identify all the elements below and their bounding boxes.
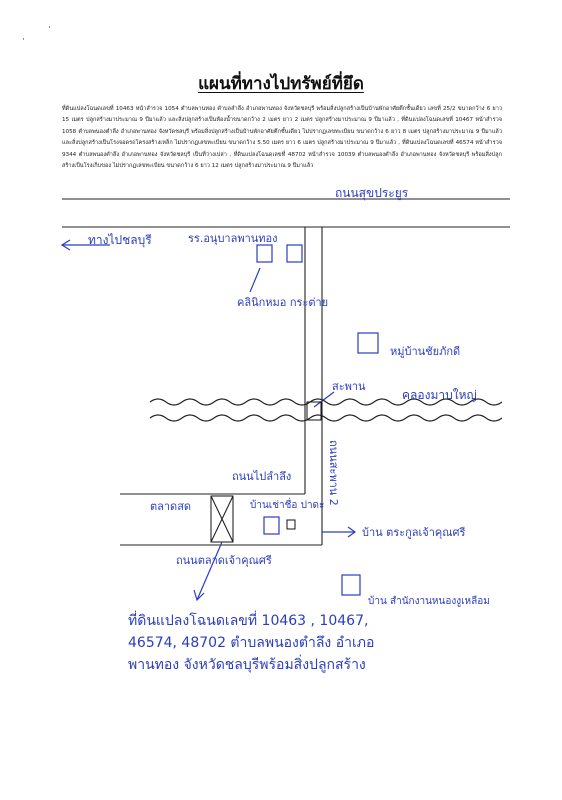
housing-estate-label: หมู่บ้านชัยภักดี — [390, 345, 461, 358]
clinic-label: คลินิกหมอ กระต่าย — [237, 296, 329, 309]
to-chonburi-label: ทางไปชลบุรี — [88, 233, 152, 247]
building-square-icon — [257, 245, 272, 262]
lane-road-label: ถนนไปลำลึง — [232, 470, 292, 483]
document-title: แผนที่ทางไปทรัพย์ที่ยึด — [198, 74, 364, 94]
bridge-label: สะพาน — [332, 380, 366, 393]
side-road-label: ถนนตลาดเจ้าคุณศรี — [176, 554, 272, 567]
main-road-label: ถนนสุขประยูร — [335, 186, 409, 200]
building-square-icon — [287, 245, 302, 262]
rented-house-label: บ้านเช่าชื่อ ปาดะ — [250, 500, 325, 511]
building-square-icon — [342, 575, 360, 595]
pointer-line — [250, 268, 260, 292]
building-square-icon — [264, 517, 279, 534]
small-structure — [287, 520, 295, 529]
scan-mark: · — [48, 23, 51, 33]
market-label: ตลาดสด — [150, 500, 192, 513]
canal-label: คลองมาบใหญ่ — [402, 388, 477, 402]
target-note: ที่ดินแปลงโฉนดเลขที่ 10463 , 10467, 46574, 48702 ตำบลพนองตำลึง อำเภอพานทอง จังหวัดชลบุรีพร้อมสิ่งปลูกสร้าง — [128, 613, 375, 673]
scan-mark: · — [22, 35, 25, 45]
building-square-icon — [358, 333, 378, 353]
vertical-road-label: ถนนสะพาน 2 — [327, 440, 340, 506]
target-pointer — [197, 542, 222, 600]
bridge-marker — [307, 402, 321, 420]
property-description: ที่ดินแปลงโฉนดเลขที่ 10463 หน้าสำรวจ 1054 ตำบลพานทอง ตำบลลำลึง อำเภอพานทอง จังหวัดชลบุรี พร้อมสิ่งปลูกสร้างเป็นบ้านพักอาศัยตึกชั้นเดียว เลขที่ 25/2 ขนาดกว้าง 6 ยาว 15 เมตร ปลูกสร้างมาประมาณ 9 ปีมาแล้ว และสิ่งปลูกสร้างเป็นห้องน้ำขนาดกว้าง 2 เมตร ยาว 2 เมตร ปลูกสร้างมาประมาณ 9 ปีมาแล้ว , ที่ดินแปลงโฉนดเลขที่ 10467 หน้าสำรวจ 1058 ตำบลพนองตำลึง อำเภอพานทอง จังหวัดชลบุรี พร้อมสิ่งปลูกสร้างเป็นบ้านพักอาศัยตึกชั้นเดียว ไม่ปรากฏเลขทะเบียน ขนาดกว้าง 6 ยาว 8 เมตร ปลูกสร้างมาประมาณ 9 ปีมาแล้ว และสิ่งปลูกสร้างเป็นโรงจอดรถโครงสร้างเหล็ก ไม่ปรากฏเลขทะเบียน ขนาดกว้าง 5.50 เมตร ยาว 6 เมตร ปลูกสร้างมาประมาณ 9 ปีมาแล้ว , ที่ดินแปลงโฉนดเลขที่ 46574 หน้าสำรวจ 9344 ตำบลพนองตำลึง อำเภอพานทอง จังหวัดชลบุรี เป็นที่ว่างเปล่า , ที่ดินแปลงโฉนดเลขที่ 48702 หน้าสำรวจ 10039 ตำบลพนองตำลึง อำเภอพานทอง จังหวัดชลบุรี พร้อมสิ่งปลูกสร้างเป็นโรงเก็บของ ไม่ปรากฏเลขทะเบียน ขนาดกว้าง 6 ยาว 12 เมตร ปลูกสร้างมาประมาณ 9 ปีมาแล้ว — [62, 106, 502, 170]
canal-bottom-bank — [150, 415, 502, 421]
chaokhun-house-label: บ้าน ตระกูลเจ้าคุณศรี — [362, 526, 466, 539]
office-label: บ้าน สำนักงานหนองงูเหลือม — [368, 596, 490, 607]
school-label: รร.อนุบาลพานทอง — [188, 232, 278, 245]
